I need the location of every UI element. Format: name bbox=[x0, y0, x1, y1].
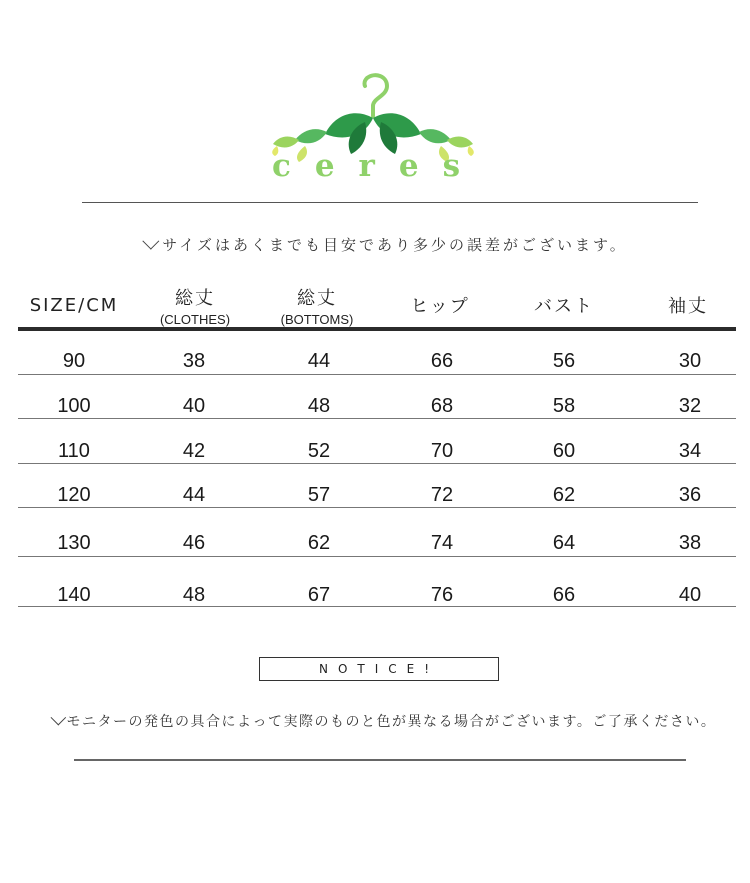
header-sleeve: 袖丈 bbox=[668, 296, 708, 317]
table-cell: 57 bbox=[307, 484, 331, 506]
table-cell: 120 bbox=[57, 484, 91, 506]
divider bbox=[82, 202, 698, 203]
size-note: サイズはあくまでも目安であり多少の誤差がございます。 bbox=[0, 234, 750, 255]
table-cell: 70 bbox=[430, 440, 454, 462]
leaf-icon bbox=[419, 129, 451, 143]
table-row-divider bbox=[18, 374, 736, 375]
table-cell: 38 bbox=[182, 350, 206, 372]
table-cell: 32 bbox=[678, 395, 702, 417]
table-row-divider bbox=[18, 463, 736, 464]
table-cell: 62 bbox=[552, 484, 576, 506]
hanger-hook-icon bbox=[365, 75, 388, 106]
header-size: SIZE/CM bbox=[29, 294, 119, 316]
header-hip: ヒップ bbox=[410, 296, 470, 317]
table-cell: 130 bbox=[57, 532, 91, 554]
table-cell: 30 bbox=[678, 350, 702, 372]
header-length-bottoms: 総丈 (BOTTOMS) bbox=[280, 287, 354, 327]
table-cell: 36 bbox=[678, 484, 702, 506]
notice-box: NOTICE! bbox=[259, 657, 499, 681]
header-bust: バスト bbox=[534, 296, 594, 317]
table-cell: 46 bbox=[182, 532, 206, 554]
leaf-icon bbox=[447, 137, 473, 148]
color-note: モニターの発色の具合によって実際のものと色が異なる場合がございます。ご了承ください。 bbox=[0, 711, 750, 731]
table-cell: 48 bbox=[182, 584, 206, 606]
brand-name: ceres bbox=[271, 148, 485, 184]
table-cell: 110 bbox=[58, 440, 90, 462]
chevron-down-icon bbox=[143, 233, 160, 250]
table-cell: 44 bbox=[182, 484, 206, 506]
table-row-divider bbox=[18, 418, 736, 419]
table-cell: 62 bbox=[307, 532, 331, 554]
table-cell: 38 bbox=[678, 532, 702, 554]
leaf-icon bbox=[295, 129, 327, 143]
table-cell: 68 bbox=[430, 395, 454, 417]
table-cell: 56 bbox=[552, 350, 576, 372]
header-length-clothes: 総丈 (CLOTHES) bbox=[159, 287, 231, 327]
table-cell: 40 bbox=[678, 584, 702, 606]
table-cell: 40 bbox=[182, 395, 206, 417]
table-cell: 76 bbox=[430, 584, 454, 606]
table-cell: 140 bbox=[57, 584, 91, 606]
table-cell: 48 bbox=[307, 395, 331, 417]
table-cell: 74 bbox=[430, 532, 454, 554]
table-cell: 66 bbox=[552, 584, 576, 606]
table-row-divider bbox=[18, 606, 736, 607]
table-cell: 52 bbox=[307, 440, 331, 462]
divider bbox=[74, 759, 686, 761]
table-cell: 64 bbox=[552, 532, 576, 554]
table-cell: 44 bbox=[307, 350, 331, 372]
table-header-rule bbox=[18, 327, 736, 331]
table-cell: 42 bbox=[182, 440, 206, 462]
table-cell: 60 bbox=[552, 440, 576, 462]
chevron-down-icon bbox=[50, 710, 66, 726]
table-cell: 67 bbox=[307, 584, 331, 606]
table-cell: 90 bbox=[62, 350, 86, 372]
table-row-divider bbox=[18, 507, 736, 508]
table-cell: 34 bbox=[678, 440, 702, 462]
table-cell: 72 bbox=[430, 484, 454, 506]
leaf-icon bbox=[273, 137, 299, 148]
table-cell: 58 bbox=[552, 395, 576, 417]
table-cell: 66 bbox=[430, 350, 454, 372]
table-row-divider bbox=[18, 556, 736, 557]
table-cell: 100 bbox=[57, 395, 91, 417]
